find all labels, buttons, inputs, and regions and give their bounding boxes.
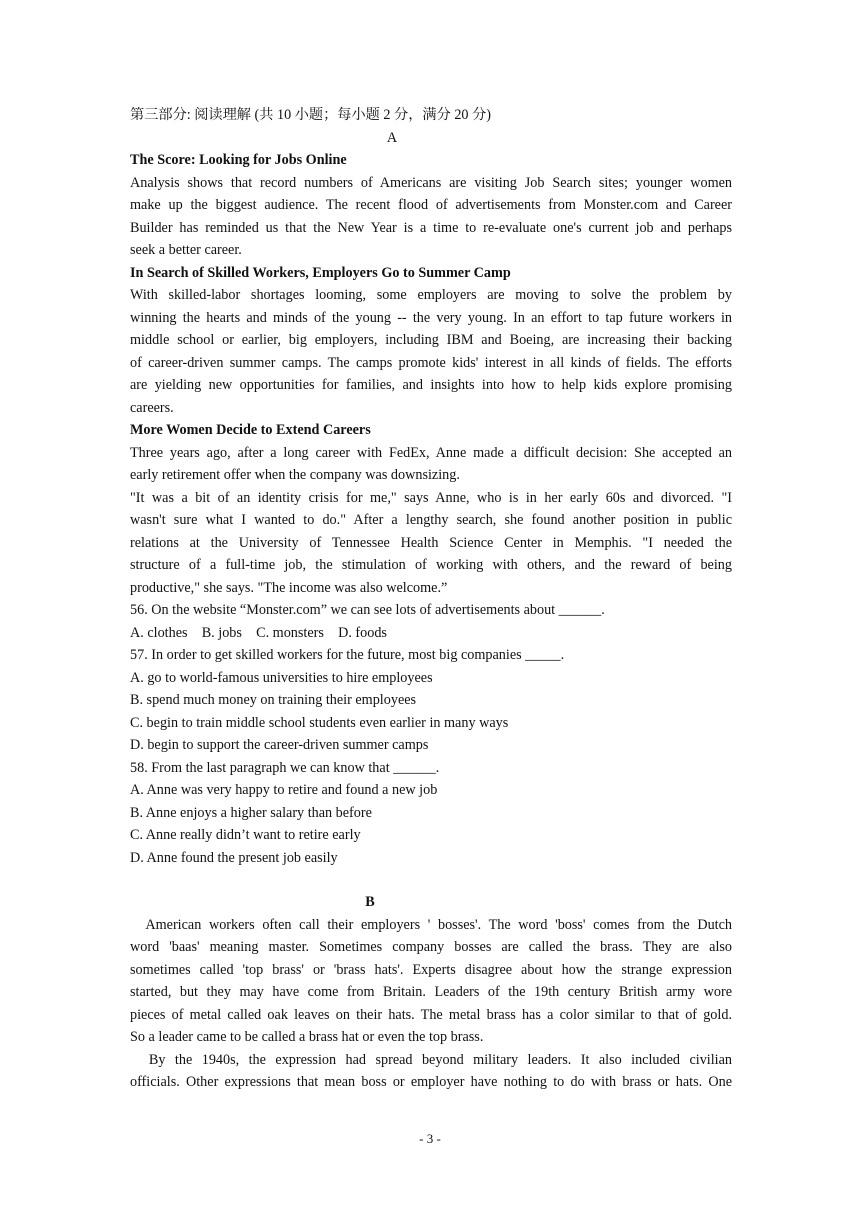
passage-b-line: American workers often call their employers ' bosses'. The word 'boss' comes from the Dutch	[130, 916, 733, 933]
question-57-option: B. spend much money on training their employees	[130, 692, 417, 708]
article-3-line: relations at the University of Tennessee Health Science Center in Memphis. "I needed the	[130, 534, 732, 551]
article-1-line: Builder has reminded us that the New Year is a time to re-evaluate one's current job and perhaps	[130, 219, 732, 236]
section-spacer	[130, 869, 732, 891]
question-57-stem: 57. In order to get skilled workers for the future, most big companies _____.	[130, 647, 565, 663]
question-57-option: D. begin to support the career-driven summer camps	[130, 737, 429, 753]
article-3-line: wasn't sure what I wanted to do." After a lengthy search, she found another position in public	[130, 512, 732, 528]
article-3-line: structure of a full-time job, the stimulation of working with others, and the reward of being	[130, 557, 732, 573]
question-56-options: A. clothes B. jobs C. monsters D. foods	[130, 624, 387, 641]
question-58-option: D. Anne found the present job easily	[130, 849, 338, 866]
article-3-line: "It was a bit of an identity crisis for me," says Anne, who is in her early 60s and divorced. "I	[130, 489, 732, 506]
passage-b-line: sometimes called 'top brass' or 'brass hats'. Experts disagree about how the strange expression	[130, 961, 732, 978]
document-page	[130, 104, 732, 1094]
article-3-line: productive," she says. "The income was also welcome.”	[130, 579, 448, 596]
page-number: - 3 -	[419, 1131, 441, 1146]
article-1-line: make up the biggest audience. The recent flood of advertisements from Monster.com and Career	[130, 197, 732, 213]
article-1-line: Analysis shows that record numbers of Americans are visiting Job Search sites; younger women	[130, 174, 732, 191]
question-57-option: A. go to world-famous universities to hire employees	[130, 669, 433, 686]
article-2-line: careers.	[130, 399, 174, 416]
article-1-title: The Score: Looking for Jobs Online	[130, 152, 347, 168]
question-56-stem: 56. On the website “Monster.com” we can see lots of advertisements about ______.	[130, 602, 605, 618]
question-58-option: A. Anne was very happy to retire and found a new job	[130, 782, 438, 798]
article-2-line: are yielding new opportunities for families, and insights into how to help kids explore promising	[130, 377, 732, 393]
article-2-title: In Search of Skilled Workers, Employers Go to Summer Camp	[130, 264, 511, 281]
article-3-title: More Women Decide to Extend Careers	[130, 422, 371, 438]
question-58-option: B. Anne enjoys a higher salary than before	[130, 804, 372, 821]
section-b-label: B	[365, 894, 375, 910]
article-2-line: winning the hearts and minds of the young -- the very young. In an effort to tap future workers in	[130, 309, 732, 326]
passage-b-line: word 'baas' meaning master. Sometimes company bosses are called the brass. They are also	[130, 939, 732, 955]
passage-b-line: So a leader came to be called a brass hat or even the top brass.	[130, 1029, 484, 1045]
passage-b-line: By the 1940s, the expression had spread beyond military leaders. It also included civilian	[130, 1051, 733, 1068]
article-3-line: Three years ago, after a long career with FedEx, Anne made a difficult decision: She accepted an	[130, 444, 732, 461]
article-2-line: middle school or earlier, big employers, including IBM and Boeing, are increasing their backing	[130, 332, 732, 348]
article-1-line: seek a better career.	[130, 242, 242, 258]
section-header: 第三部分: 阅读理解 (共 10 小题；每小题 2 分，满分 20 分)	[130, 107, 491, 123]
article-2-line: of career-driven summer camps. The camps promote kids' interest in all kinds of fields. The efforts	[130, 354, 732, 371]
passage-b-line: started, but they may have come from Britain. Leaders of the 19th century British army wore	[130, 984, 732, 1000]
question-58-option: C. Anne really didn’t want to retire early	[130, 827, 361, 843]
section-a-label: A	[386, 129, 398, 146]
article-3-line: early retirement offer when the company was downsizing.	[130, 467, 460, 483]
passage-b-line: pieces of metal called oak leaves on their hats. The metal brass has a color similar to that of gold.	[130, 1006, 732, 1023]
article-2-line: With skilled-labor shortages looming, some employers are moving to solve the problem by	[130, 287, 732, 303]
question-58-stem: 58. From the last paragraph we can know that ______.	[130, 759, 440, 776]
question-57-option: C. begin to train middle school students even earlier in many ways	[130, 714, 509, 731]
passage-b-line: officials. Other expressions that mean boss or employer have nothing to do with brass or hats. One	[130, 1074, 732, 1090]
